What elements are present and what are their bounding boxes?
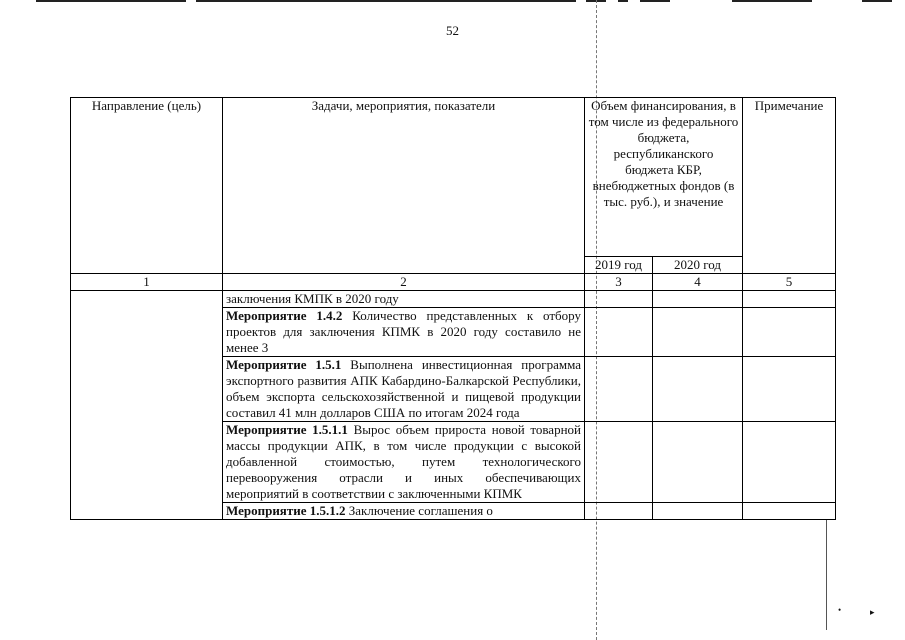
column-number: 5 bbox=[743, 274, 836, 291]
activity-cell bbox=[223, 357, 585, 422]
activity-text: заключения КМПК в 2020 году bbox=[226, 291, 399, 306]
note-cell bbox=[743, 308, 836, 357]
scan-edge-line bbox=[862, 0, 892, 2]
activity-cell bbox=[223, 291, 585, 308]
scan-edge-line bbox=[732, 0, 812, 2]
note-cell bbox=[743, 357, 836, 422]
value-cell-2020 bbox=[653, 291, 743, 308]
program-table bbox=[70, 97, 836, 520]
value-cell-2020 bbox=[653, 503, 743, 520]
header-year-2020: 2020 год bbox=[653, 257, 743, 274]
activity-text: Выполнена инвестиционная программа экспортного развития АПК Кабардино-Балкарской Республики, объем экспорта сельскохозяйственной и пищевой продукции составил 41 млн долларов США по итогам 2024 года bbox=[226, 357, 581, 420]
direction-cell bbox=[71, 291, 223, 520]
column-number: 1 bbox=[71, 274, 223, 291]
activity-text: Вырос объем прироста новой товарной массы продукции АПК, в том числе продукции с высокой добавленной стоимостью, путем технологического перевооружения отрасли и иных обеспечивающих мероприятий в соответствии с заключенными КПМК bbox=[226, 422, 581, 501]
activity-title: Мероприятие 1.5.1.1 bbox=[226, 422, 348, 437]
scan-edge-line bbox=[618, 0, 628, 2]
column-number: 2 bbox=[223, 274, 585, 291]
activity-title: Мероприятие 1.5.1 bbox=[226, 357, 342, 372]
header-row bbox=[71, 98, 836, 257]
scan-speck: • bbox=[838, 605, 842, 615]
scan-edge-line bbox=[826, 520, 827, 630]
activity-cell bbox=[223, 308, 585, 357]
note-cell bbox=[743, 503, 836, 520]
page-number: 52 bbox=[446, 23, 459, 38]
header-direction: Направление (цель) bbox=[71, 98, 223, 274]
value-cell-2019 bbox=[585, 357, 653, 422]
activity-cell bbox=[223, 503, 585, 520]
activity-text: Заключение соглашения о bbox=[345, 503, 493, 518]
column-number-row bbox=[71, 274, 836, 291]
column-number: 3 bbox=[585, 274, 653, 291]
value-cell-2019 bbox=[585, 422, 653, 503]
header-year-2019: 2019 год bbox=[585, 257, 653, 274]
note-cell bbox=[743, 291, 836, 308]
scan-edge-line bbox=[36, 0, 186, 2]
header-note: Примечание bbox=[743, 98, 836, 274]
activity-text: Количество представленных к отбору проектов для заключения КПМК в 2020 году составило не менее 3 bbox=[226, 308, 581, 355]
header-finance: Объем финансирования, в том числе из федерального бюджета, республиканского бюджета КБР, внебюджетных фондов (в тыс. руб.), и значение bbox=[585, 98, 743, 257]
note-cell bbox=[743, 422, 836, 503]
value-cell-2019 bbox=[585, 291, 653, 308]
header-tasks: Задачи, мероприятия, показатели bbox=[223, 98, 585, 274]
value-cell-2020 bbox=[653, 308, 743, 357]
activity-title: Мероприятие 1.4.2 bbox=[226, 308, 343, 323]
scan-edge-line bbox=[640, 0, 670, 2]
activity-title: Мероприятие 1.5.1.2 bbox=[226, 503, 346, 518]
value-cell-2020 bbox=[653, 357, 743, 422]
column-number: 4 bbox=[653, 274, 743, 291]
scan-speck: ▸ bbox=[870, 607, 875, 617]
table-row bbox=[71, 291, 836, 308]
scan-edge-line bbox=[196, 0, 576, 2]
activity-cell bbox=[223, 422, 585, 503]
value-cell-2019 bbox=[585, 503, 653, 520]
value-cell-2020 bbox=[653, 422, 743, 503]
value-cell-2019 bbox=[585, 308, 653, 357]
